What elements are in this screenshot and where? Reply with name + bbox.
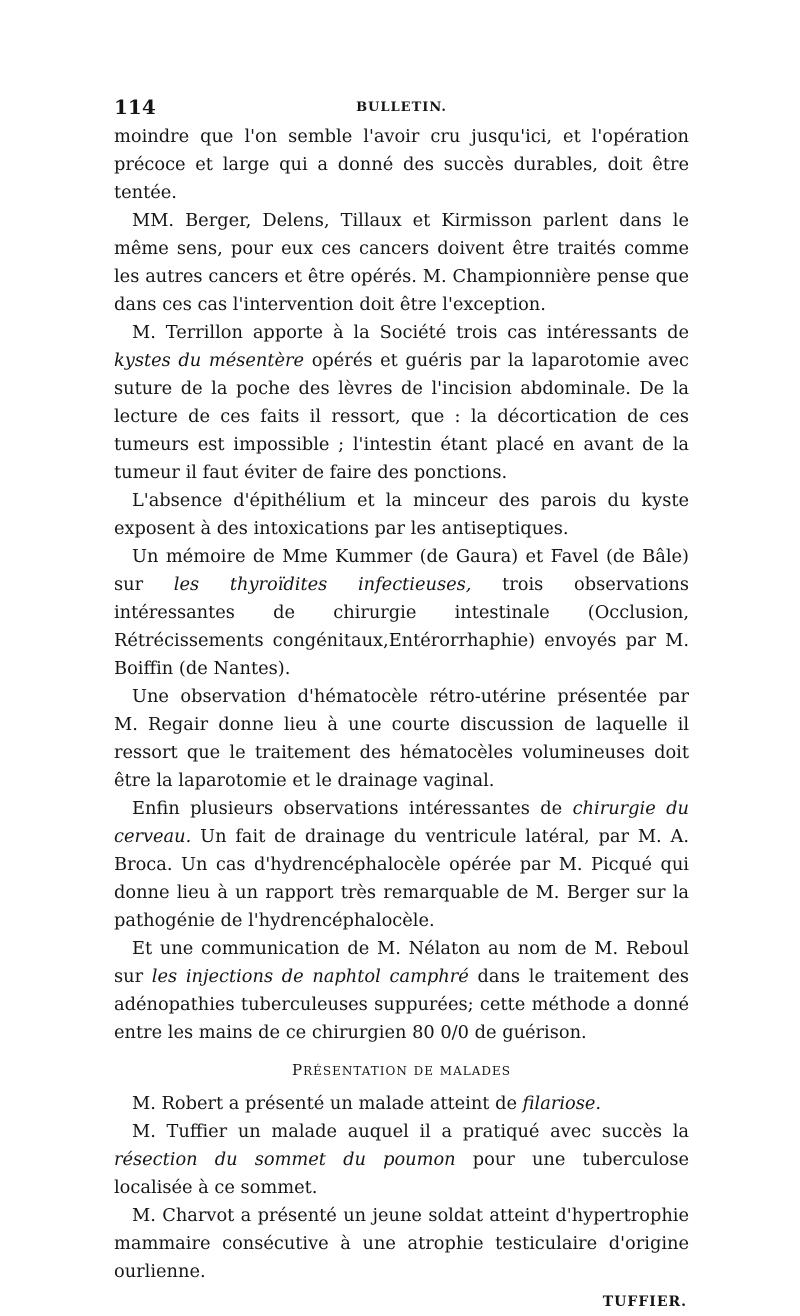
text-run: dans le traitement des adénopathies tuberculeuses suppurées; cette méthode a donné entre les mains de ce chirurgien 80 0/0 de guérison.: [114, 966, 689, 1043]
text-run: Un fait de drainage du ventricule latéral, par M. A. Broca. Un cas d'hydrencéphalocèle opérée par M. Picqué qui donne lieu à un rapport très remarquable de M. Berger sur la pathogénie de l'hydrencéphalocèle.: [114, 826, 689, 931]
italic-text: kystes du mésentère: [114, 350, 305, 371]
italic-text: chirurgie du cerveau.: [114, 798, 689, 847]
signature: TUFFIER.: [602, 1294, 687, 1310]
heading-word-3: MALADES: [439, 1064, 511, 1078]
paragraph: [114, 1090, 689, 1118]
text-run: M. Tuffier un malade auquel il a pratiqué avec succès la: [132, 1121, 689, 1142]
text-run: M. Terrillon apporte à la Société trois cas intéressants de: [132, 322, 689, 343]
text-run: Et une communication de M. Nélaton au nom de M. Reboul sur: [114, 938, 689, 987]
page-number: 114: [114, 95, 156, 119]
paragraph: [114, 319, 689, 487]
paragraph: [114, 683, 689, 795]
section-heading: [114, 1056, 689, 1085]
paragraph: [114, 543, 689, 683]
paragraph: [114, 487, 689, 543]
italic-text: les thyroïdites infectieuses,: [173, 574, 472, 595]
text-run: pour une tuberculose localisée à ce sommet.: [114, 1149, 689, 1198]
italic-text: les injections de naphtol camphré: [151, 966, 469, 987]
text-run: moindre que l'on semble l'avoir cru jusqu'ici, et l'opération précoce et large qui a donné des succès durables, doit être tentée.: [114, 126, 689, 203]
text-run: M. Charvot a présenté un jeune soldat atteint d'hypertrophie mammaire consécutive à une atrophie testiculaire d'origine ourlienne.: [114, 1205, 689, 1282]
text-run: MM. Berger, Delens, Tillaux et Kirmisson parlent dans le même sens, pour eux ces cancers doivent être traités comme les autres cancers et être opérés. M. Championnière pense que dans ces cas l'intervention doit être l'exception.: [114, 210, 689, 315]
text-run: Enfin plusieurs observations intéressantes de: [132, 798, 573, 819]
paragraph: [114, 207, 689, 319]
paragraph: [114, 795, 689, 935]
running-head: BULLETIN.: [356, 100, 447, 115]
text-run: opérés et guéris par la laparotomie avec suture de la poche des lèvres de l'incision abdominale. De la lecture de ces faits il ressort, que : la décortication de ces tumeurs est impossible ; l'intestin étant placé en avant de la tumeur il faut éviter de faire des ponctions.: [114, 350, 689, 483]
heading-word-2: DE: [413, 1064, 434, 1078]
heading-initial: P: [292, 1061, 304, 1079]
body-section-1: [114, 123, 689, 1047]
italic-text: résection du sommet du poumon: [114, 1149, 456, 1170]
paragraph: [114, 123, 689, 207]
heading-word-1: RÉSENTATION: [303, 1064, 408, 1078]
text-run: L'absence d'épithélium et la minceur des parois du kyste exposent à des intoxications par les antiseptiques.: [114, 490, 689, 539]
paragraph: [114, 1118, 689, 1202]
paragraph: [114, 935, 689, 1047]
text-run: M. Robert a présenté un malade atteint de: [132, 1093, 523, 1114]
italic-text: filariose.: [522, 1093, 602, 1114]
text-run: Une observation d'hématocèle rétro-utérine présentée par M. Regair donne lieu à une courte discussion de laquelle il ressort que le traitement des hématocèles volumineuses doit être la laparotomie et le drainage vaginal.: [114, 686, 689, 791]
body-section-2: [114, 1090, 689, 1286]
text-run: Un mémoire de Mme Kummer (de Gaura) et Favel (de Bâle) sur: [114, 546, 689, 595]
page-header: [114, 95, 689, 125]
body-text: [114, 123, 689, 1316]
text-run: trois observations intéressantes de chirurgie intestinale (Occlusion, Rétrécissements congénitaux,Entérorrhaphie) envoyés par M. Boiffin (de Nantes).: [114, 574, 689, 679]
